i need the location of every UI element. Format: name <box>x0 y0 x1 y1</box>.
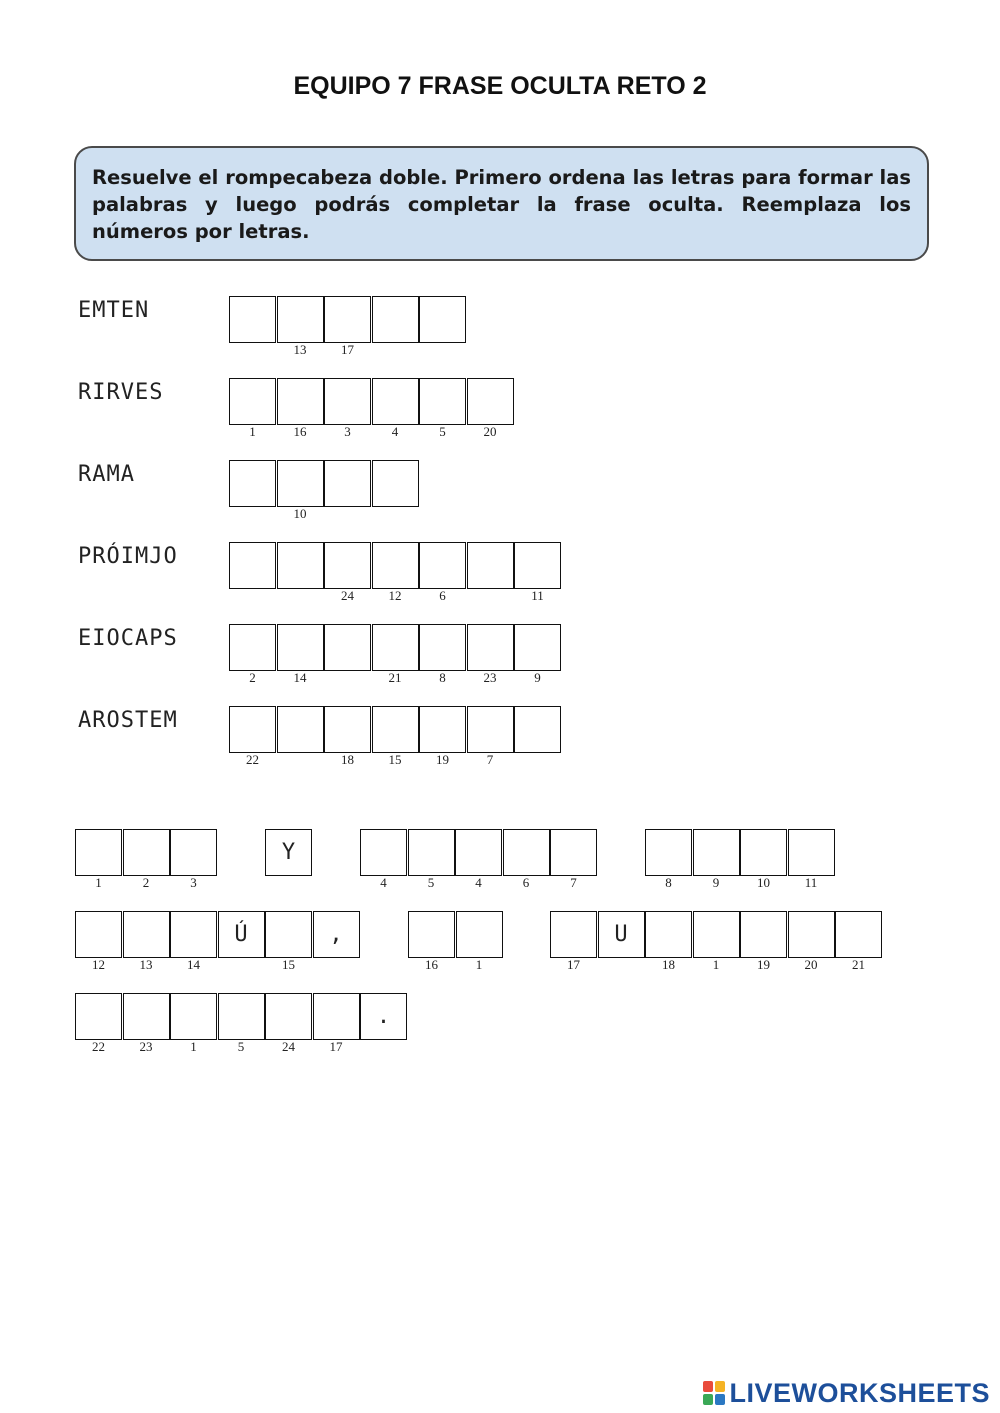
answer-cell[interactable] <box>514 706 561 753</box>
cell-number: 1 <box>249 424 256 439</box>
answer-cell[interactable] <box>324 296 371 343</box>
cell-number: 19 <box>436 752 449 767</box>
cell-number: 18 <box>662 957 675 972</box>
cell-number: 14 <box>293 670 307 685</box>
answer-cell[interactable] <box>419 542 466 589</box>
answer-cell[interactable] <box>229 296 276 343</box>
answer-cell[interactable] <box>419 624 466 671</box>
answer-cell[interactable] <box>467 542 514 589</box>
cell-number: 22 <box>246 752 259 767</box>
answer-cell[interactable] <box>456 911 503 958</box>
cell-number: 21 <box>388 670 402 685</box>
answer-cell[interactable] <box>123 993 170 1040</box>
answer-cell[interactable] <box>419 296 466 343</box>
given-letter-cell: Y <box>265 829 312 876</box>
given-letter-cell: U <box>598 911 645 958</box>
cell-number: 16 <box>425 957 438 972</box>
answer-cell[interactable] <box>419 706 466 753</box>
cell-number: 1 <box>712 957 720 972</box>
cell-number: 12 <box>92 957 105 972</box>
answer-cell[interactable] <box>75 829 122 876</box>
cell-number: 17 <box>567 957 580 972</box>
cell-number: 17 <box>341 342 354 357</box>
answer-cell[interactable] <box>372 460 419 507</box>
logo-text: LIVEWORKSHEETS <box>729 1377 990 1408</box>
cell-number: 3 <box>190 875 197 890</box>
cell-number: 4 <box>391 424 399 439</box>
given-letter-cell: . <box>360 993 407 1040</box>
answer-cell[interactable] <box>218 993 265 1040</box>
answer-cell[interactable] <box>372 542 419 589</box>
cell-number: 18 <box>341 752 354 767</box>
answer-cell[interactable] <box>740 911 787 958</box>
cell-number: 24 <box>282 1039 295 1054</box>
answer-cell[interactable] <box>313 993 360 1040</box>
given-letter-cell: Ú <box>218 911 265 958</box>
cell-number: 7 <box>570 875 577 890</box>
answer-cell[interactable] <box>123 911 170 958</box>
answer-cell[interactable] <box>229 706 276 753</box>
answer-cell[interactable] <box>693 911 740 958</box>
answer-cell[interactable] <box>467 706 514 753</box>
cell-number: 10 <box>757 875 770 890</box>
answer-cell[interactable] <box>170 911 217 958</box>
answer-cell[interactable] <box>324 624 371 671</box>
answer-cell[interactable] <box>740 829 787 876</box>
answer-cell[interactable] <box>324 378 371 425</box>
answer-cell[interactable] <box>265 911 312 958</box>
answer-cell[interactable] <box>693 829 740 876</box>
liveworksheets-logo <box>703 1373 990 1413</box>
cell-number: 6 <box>439 588 446 603</box>
scrambled-word: PRÓIMJO <box>78 544 178 569</box>
cell-number: 8 <box>439 670 446 685</box>
cell-number: 19 <box>757 957 770 972</box>
cell-number: 23 <box>483 670 497 685</box>
cell-number: 3 <box>344 424 351 439</box>
answer-cell[interactable] <box>372 624 419 671</box>
cell-number: 5 <box>427 875 435 890</box>
answer-cell[interactable] <box>229 378 276 425</box>
answer-cell[interactable] <box>788 829 835 876</box>
cell-number: 11 <box>531 588 544 603</box>
scrambled-word: RAMA <box>78 462 135 487</box>
answer-cell[interactable] <box>229 542 276 589</box>
cell-number: 7 <box>486 752 494 767</box>
answer-cell[interactable] <box>514 542 561 589</box>
scrambled-word: AROSTEM <box>78 708 178 733</box>
answer-cell[interactable] <box>324 460 371 507</box>
answer-cell[interactable] <box>835 911 882 958</box>
cell-number: 11 <box>804 875 818 890</box>
answer-cell[interactable] <box>550 829 597 876</box>
cell-number: 9 <box>712 875 720 890</box>
cell-number: 15 <box>388 752 402 767</box>
cell-number: 6 <box>522 875 530 890</box>
scrambled-word: EIOCAPS <box>78 626 178 651</box>
answer-cell[interactable] <box>324 542 371 589</box>
answer-cell[interactable] <box>265 993 312 1040</box>
answer-cell[interactable] <box>229 460 276 507</box>
answer-cell[interactable] <box>467 624 514 671</box>
cell-number: 16 <box>293 424 307 439</box>
answer-cell[interactable] <box>788 911 835 958</box>
answer-cell[interactable] <box>550 911 597 958</box>
answer-cell[interactable] <box>277 542 324 589</box>
answer-cell[interactable] <box>277 460 324 507</box>
answer-cell[interactable] <box>372 296 419 343</box>
answer-cell[interactable] <box>408 911 455 958</box>
answer-cell[interactable] <box>503 829 550 876</box>
cell-number: 21 <box>852 957 865 972</box>
cell-number: 5 <box>237 1039 245 1054</box>
answer-cell[interactable] <box>75 911 122 958</box>
cell-number: 17 <box>329 1039 343 1054</box>
answer-cell[interactable] <box>277 624 324 671</box>
answer-cell[interactable] <box>277 378 324 425</box>
scrambled-word: RIRVES <box>78 380 164 405</box>
answer-cell[interactable] <box>645 911 692 958</box>
scrambled-word: EMTEN <box>78 298 150 323</box>
logo-icon <box>703 1381 725 1405</box>
answer-cell[interactable] <box>277 296 324 343</box>
cell-number: 8 <box>665 875 672 890</box>
cell-number: 10 <box>293 506 307 521</box>
answer-cell[interactable] <box>372 706 419 753</box>
answer-cell[interactable] <box>277 706 324 753</box>
answer-cell[interactable] <box>514 624 561 671</box>
answer-cell[interactable] <box>419 378 466 425</box>
answer-cell[interactable] <box>408 829 455 876</box>
cell-number: 1 <box>190 1039 197 1054</box>
answer-cell[interactable] <box>455 829 502 876</box>
cell-number: 2 <box>249 670 256 685</box>
answer-cell[interactable] <box>123 829 170 876</box>
cell-number: 5 <box>439 424 446 439</box>
answer-cell[interactable] <box>467 378 514 425</box>
answer-cell[interactable] <box>360 829 407 876</box>
answer-cell[interactable] <box>170 829 217 876</box>
cell-number: 13 <box>293 342 307 357</box>
cell-number: 2 <box>142 875 150 890</box>
cell-number: 14 <box>187 957 200 972</box>
answer-cell[interactable] <box>645 829 692 876</box>
page-title: EQUIPO 7 FRASE OCULTA RETO 2 <box>293 72 707 100</box>
given-letter-cell: , <box>313 911 360 958</box>
cell-number: 12 <box>388 588 402 603</box>
cell-number: 13 <box>139 957 153 972</box>
cell-number: 23 <box>139 1039 153 1054</box>
answer-cell[interactable] <box>372 378 419 425</box>
cell-number: 9 <box>534 670 541 685</box>
cell-number: 20 <box>483 424 497 439</box>
cell-number: 4 <box>475 875 482 890</box>
cell-number: 1 <box>475 957 483 972</box>
cell-number: 20 <box>804 957 818 972</box>
answer-cell[interactable] <box>75 993 122 1040</box>
answer-cell[interactable] <box>229 624 276 671</box>
cell-number: 15 <box>282 957 295 972</box>
cell-number: 4 <box>380 875 387 890</box>
cell-number: 24 <box>341 588 354 603</box>
cell-number: 22 <box>92 1039 105 1054</box>
answer-cell[interactable] <box>324 706 371 753</box>
answer-cell[interactable] <box>170 993 217 1040</box>
instructions-box: Resuelve el rompecabeza doble. Primero ordena las letras para formar las palabras y luego podrás completar la frase oculta. Reemplaza los números por letras. <box>74 146 929 261</box>
cell-number: 1 <box>95 875 102 890</box>
